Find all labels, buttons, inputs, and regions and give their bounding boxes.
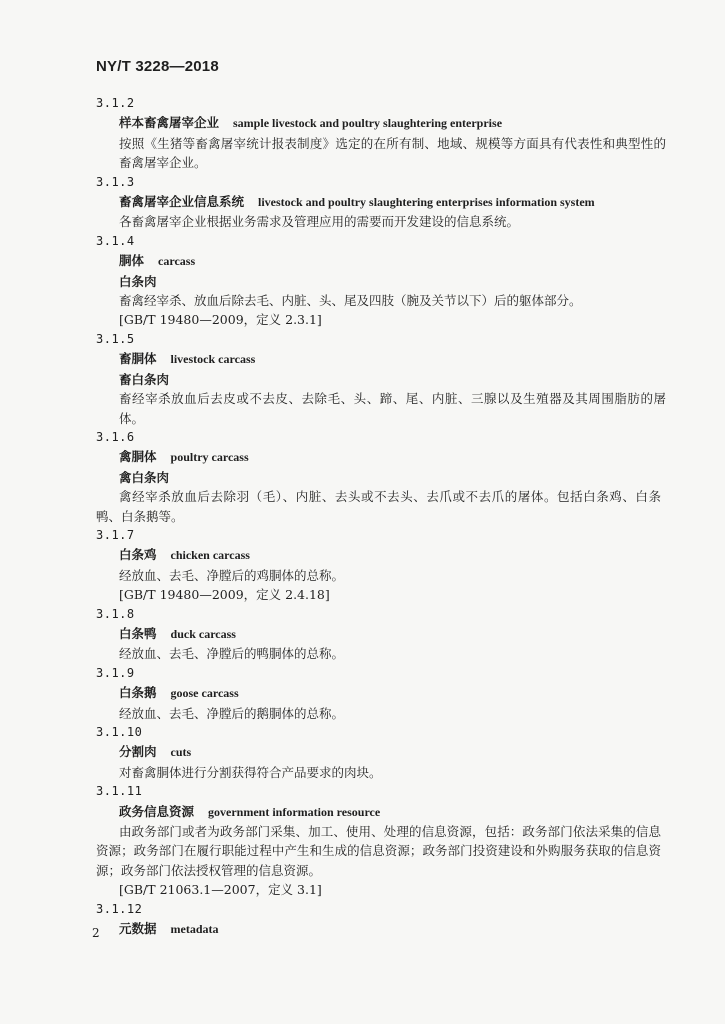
- term-english: duck carcass: [170, 626, 236, 641]
- standard-number-header: NY/T 3228—2018: [96, 58, 219, 75]
- clause-number: 3.1.10: [96, 725, 143, 739]
- term-entry: [96, 664, 666, 723]
- term-heading: [96, 624, 666, 644]
- term-english: metadata: [170, 922, 219, 937]
- term-heading: [96, 192, 666, 212]
- term-entry: [96, 232, 666, 330]
- term-synonym: 畜白条肉: [119, 371, 170, 387]
- term-chinese: 白条鸡: [119, 547, 157, 563]
- term-definition: 畜禽经宰杀、放血后除去毛、内脏、头、尾及四肢（腕及关节以下）后的躯体部分。: [119, 293, 582, 309]
- term-heading: [96, 802, 666, 822]
- term-chinese: 禽胴体: [119, 449, 157, 465]
- clause-number: 3.1.3: [96, 174, 135, 189]
- term-chinese: 样本畜禽屠宰企业: [119, 115, 220, 131]
- term-heading: [96, 447, 666, 467]
- term-definition: 由政务部门或者为政务部门采集、加工、使用、处理的信息资源，包括：政务部门依法采集的信息资源；政务部门在履行职能过程中产生和生成的信息资源；政务部门投资建设和外购服务获取的信息资源；政务部门依法授权管理的信息资源。: [96, 824, 661, 878]
- term-definition: 经放血、去毛、净膛后的鸡胴体的总称。: [119, 567, 345, 583]
- term-heading: [96, 113, 666, 133]
- term-synonym: 禽白条肉: [119, 469, 170, 485]
- term-definition: 畜经宰杀放血后去皮或不去皮、去除毛、头、蹄、尾、内脏、三腺以及生殖器及其周围脂肪的屠体。: [119, 391, 666, 426]
- clause-number: 3.1.9: [96, 665, 135, 680]
- term-chinese: 白条鹅: [119, 685, 157, 701]
- term-english: sample livestock and poultry slaughtering enterprise: [233, 116, 503, 131]
- term-heading: [96, 349, 666, 369]
- term-heading: [96, 683, 666, 703]
- term-definition: 禽经宰杀放血后去除羽（毛）、内脏、去头或不去头、去爪或不去爪的屠体。包括白条鸡、白条鸭、白条鹅等。: [96, 489, 661, 524]
- clause-number: 3.1.2: [96, 96, 135, 110]
- term-chinese: 畜胴体: [119, 351, 157, 367]
- term-heading: [96, 251, 666, 271]
- term-definition: 各畜禽屠宰企业根据业务需求及管理应用的需要而开发建设的信息系统。: [119, 214, 520, 230]
- clause-number: 3.1.7: [96, 527, 135, 542]
- clause-number: 3.1.4: [96, 233, 135, 248]
- clause-number: 3.1.11: [96, 784, 143, 799]
- term-entry: [96, 900, 666, 940]
- term-reference: [GB/T 19480—2009，定义 2.3.1]: [119, 312, 322, 328]
- term-reference: [GB/T 21063.1—2007，定义 3.1]: [119, 882, 322, 898]
- term-definition: 按照《生猪等畜禽屠宰统计报表制度》选定的在所有制、地域、规模等方面具有代表性和典型性的畜禽屠宰企业。: [119, 135, 666, 171]
- term-english: goose carcass: [170, 686, 239, 701]
- term-definition: 对畜禽胴体进行分割获得符合产品要求的肉块。: [119, 764, 382, 780]
- clause-number: 3.1.8: [96, 606, 135, 621]
- term-entry: [96, 330, 666, 428]
- term-english: livestock carcass: [170, 352, 256, 367]
- term-english: chicken carcass: [170, 548, 250, 563]
- term-chinese: 元数据: [119, 921, 157, 937]
- page-number: 2: [92, 926, 100, 940]
- term-chinese: 分割肉: [119, 744, 157, 760]
- term-entry: [96, 723, 666, 782]
- term-heading: [96, 742, 666, 762]
- term-english: cuts: [170, 745, 192, 760]
- term-english: government information resource: [208, 804, 381, 819]
- clause-number: 3.1.6: [96, 429, 135, 444]
- terms-list: [96, 94, 666, 939]
- term-entry: [96, 94, 666, 173]
- term-english: poultry carcass: [170, 450, 249, 465]
- term-reference: [GB/T 19480—2009，定义 2.4.18]: [119, 587, 330, 603]
- term-chinese: 政务信息资源: [119, 803, 195, 819]
- term-definition: 经放血、去毛、净膛后的鹅胴体的总称。: [119, 705, 345, 721]
- term-english: carcass: [158, 254, 196, 269]
- term-chinese: 胴体: [119, 253, 145, 269]
- clause-number: 3.1.12: [96, 901, 143, 916]
- term-entry: [96, 605, 666, 664]
- term-definition: 经放血、去毛、净膛后的鸭胴体的总称。: [119, 646, 345, 662]
- term-heading: [96, 545, 666, 565]
- term-synonym: 白条肉: [119, 273, 157, 289]
- term-heading: [96, 919, 666, 939]
- term-entry: [96, 428, 666, 526]
- term-chinese: 畜禽屠宰企业信息系统: [119, 194, 245, 210]
- term-chinese: 白条鸭: [119, 625, 157, 641]
- term-english: livestock and poultry slaughtering enterprises information system: [258, 195, 595, 210]
- term-entry: [96, 526, 666, 605]
- term-entry: [96, 173, 666, 232]
- term-entry: [96, 782, 666, 899]
- clause-number: 3.1.5: [96, 331, 135, 346]
